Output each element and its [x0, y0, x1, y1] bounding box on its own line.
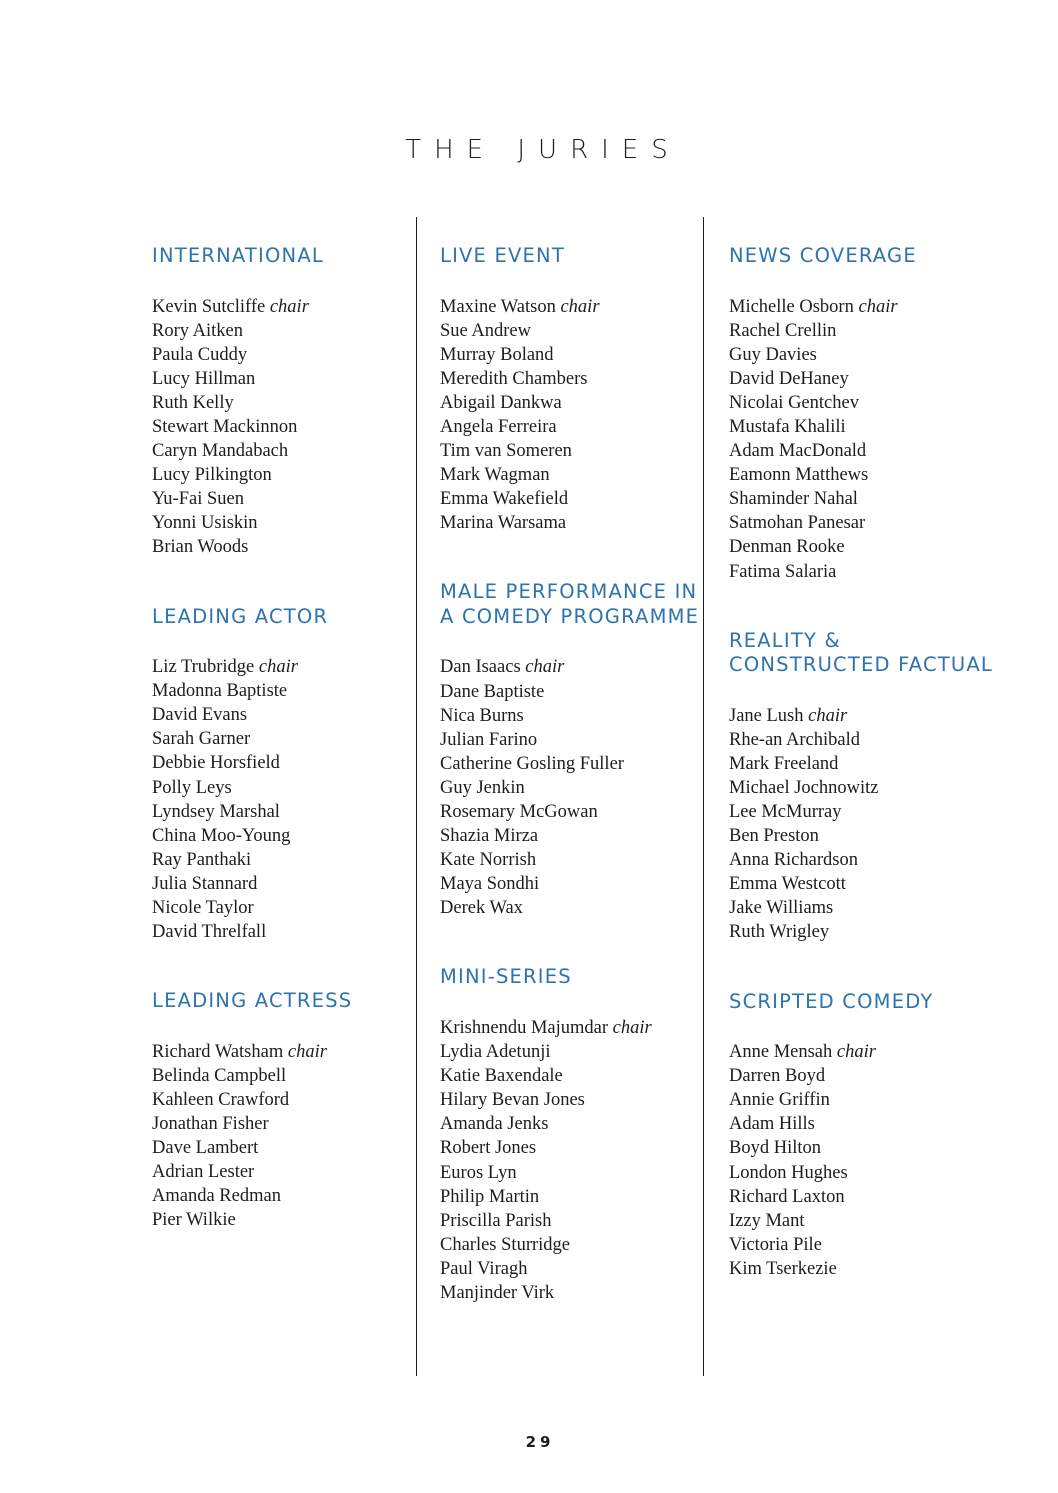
- jury-section-leading-actress: [152, 989, 422, 1232]
- member-list: [729, 1040, 1009, 1281]
- jury-member: Lucy Pilkington: [152, 465, 272, 486]
- jury-member: Yu-Fai Suen: [152, 489, 244, 510]
- jury-member: Shazia Mirza: [440, 826, 539, 847]
- chair-name: Krishnendu Majumdar: [440, 1017, 609, 1038]
- jury-member: Meredith Chambers: [440, 368, 588, 389]
- jury-member: Adam MacDonald: [729, 441, 867, 462]
- member-list: [152, 1040, 422, 1233]
- jury-member: Priscilla Parish: [440, 1210, 552, 1231]
- chair-name: Richard Watsham: [152, 1041, 284, 1062]
- jury-member: Rhe-an Archibald: [729, 729, 860, 750]
- jury-member: Shaminder Nahal: [729, 489, 858, 510]
- section-heading: INTERNATIONAL: [152, 244, 324, 267]
- jury-chair: [152, 655, 422, 679]
- jury-member: Guy Jenkin: [440, 777, 525, 798]
- jury-member: China Moo-Young: [152, 825, 291, 846]
- jury-member: Annie Griffin: [729, 1090, 830, 1111]
- jury-member: Kim Tserkezie: [729, 1258, 837, 1279]
- jury-section-male-performance-comedy: [440, 580, 710, 920]
- jury-member: Dave Lambert: [152, 1138, 259, 1159]
- jury-member: Maya Sondhi: [440, 874, 540, 895]
- chair-label: chair: [287, 1041, 327, 1062]
- jury-member: Mark Freeland: [729, 753, 839, 774]
- chair-label: chair: [269, 296, 309, 317]
- jury-member: Dane Baptiste: [440, 681, 545, 702]
- jury-column-3: [729, 244, 1009, 1326]
- jury-chair: [440, 1016, 710, 1040]
- jury-member: Sue Andrew: [440, 320, 531, 341]
- jury-member: Angela Ferreira: [440, 416, 557, 437]
- jury-member: Boyd Hilton: [729, 1138, 821, 1159]
- jury-column-1: [152, 244, 422, 1277]
- jury-member: David DeHaney: [729, 368, 849, 389]
- jury-member: Yonni Usiskin: [152, 513, 258, 534]
- member-list: [152, 295, 422, 560]
- chair-label: chair: [525, 657, 565, 678]
- jury-member: David Threlfall: [152, 922, 267, 943]
- jury-member: Paula Cuddy: [152, 344, 248, 365]
- jury-member: Emma Westcott: [729, 874, 846, 895]
- jury-member: Polly Leys: [152, 777, 232, 798]
- jury-section-news-coverage: [729, 244, 1009, 584]
- jury-member: Marina Warsama: [440, 513, 567, 534]
- jury-member: Michael Jochnowitz: [729, 777, 879, 798]
- jury-member: Richard Laxton: [729, 1186, 845, 1207]
- chair-name: Kevin Sutcliffe: [152, 296, 266, 317]
- jury-member: Mark Wagman: [440, 465, 550, 486]
- jury-member: Charles Sturridge: [440, 1234, 570, 1255]
- jury-member: Derek Wax: [440, 898, 523, 919]
- jury-section-reality-constructed-factual: [729, 629, 1009, 945]
- jury-member: Euros Lyn: [440, 1162, 517, 1183]
- member-list: [440, 1016, 710, 1305]
- jury-chair: [152, 1040, 422, 1064]
- jury-member: Ruth Kelly: [152, 392, 234, 413]
- section-heading: LEADING ACTOR: [152, 604, 329, 628]
- jury-member: Jake Williams: [729, 898, 834, 919]
- section-heading: MALE PERFORMANCE IN A COMEDY PROGRAMME: [440, 580, 700, 628]
- member-list: [152, 655, 422, 944]
- jury-member: Izzy Mant: [729, 1210, 805, 1231]
- section-heading: LIVE EVENT: [440, 244, 565, 267]
- section-heading: MINI-SERIES: [440, 965, 572, 989]
- jury-member: Adrian Lester: [152, 1162, 255, 1183]
- jury-member: Guy Davies: [729, 344, 817, 365]
- jury-member: Anna Richardson: [729, 850, 858, 871]
- chair-name: Liz Trubridge: [152, 657, 255, 678]
- jury-member: Paul Viragh: [440, 1258, 528, 1279]
- chair-label: chair: [808, 705, 848, 726]
- jury-member: Nicole Taylor: [152, 897, 254, 918]
- chair-label: chair: [612, 1017, 652, 1038]
- jury-chair: [729, 1040, 1009, 1064]
- section-heading: SCRIPTED COMEDY: [729, 989, 934, 1013]
- jury-member: Brian Woods: [152, 537, 249, 558]
- jury-member: Amanda Jenks: [440, 1114, 549, 1135]
- jury-member: Sarah Garner: [152, 729, 251, 750]
- jury-member: Lyndsey Marshal: [152, 801, 280, 822]
- chair-label: chair: [836, 1042, 876, 1063]
- jury-section-leading-actor: [152, 605, 422, 945]
- jury-member: Abigail Dankwa: [440, 392, 562, 413]
- chair-label: chair: [560, 296, 600, 317]
- jury-member: Tim van Someren: [440, 441, 572, 462]
- member-list: [729, 704, 1009, 945]
- chair-name: Maxine Watson: [440, 296, 556, 317]
- jury-member: Philip Martin: [440, 1186, 540, 1207]
- jury-chair: [729, 295, 1009, 319]
- jury-member: Adam Hills: [729, 1114, 815, 1135]
- jury-member: Robert Jones: [440, 1138, 537, 1159]
- jury-member: Rosemary McGowan: [440, 802, 598, 822]
- jury-member: Murray Boland: [440, 344, 554, 365]
- jury-section-scripted-comedy: [729, 990, 1009, 1281]
- jury-chair: [440, 655, 710, 679]
- jury-member: Nica Burns: [440, 705, 524, 726]
- member-list: [440, 295, 710, 536]
- page-number: 29: [525, 1433, 555, 1451]
- jury-member: Lee McMurray: [729, 802, 842, 822]
- jury-member: David Evans: [152, 705, 248, 726]
- jury-member: Jonathan Fisher: [152, 1113, 269, 1134]
- jury-member: Kahleen Crawford: [152, 1089, 290, 1110]
- jury-section-live-event: [440, 244, 710, 535]
- jury-member: Kate Norrish: [440, 850, 537, 871]
- jury-member: Pier Wilkie: [152, 1210, 236, 1231]
- section-heading: LEADING ACTRESS: [152, 989, 353, 1013]
- chair-name: Anne Mensah: [729, 1042, 833, 1063]
- jury-member: Rory Aitken: [152, 320, 243, 341]
- jury-member: Victoria Pile: [729, 1234, 822, 1255]
- jury-chair: [152, 295, 422, 319]
- page-title: THE JURIES: [405, 135, 681, 166]
- jury-member: Ray Panthaki: [152, 849, 252, 870]
- jury-member: Mustafa Khalili: [729, 416, 846, 437]
- jury-member: Belinda Campbell: [152, 1065, 287, 1086]
- jury-chair: [440, 295, 710, 319]
- jury-member: Rachel Crellin: [729, 320, 837, 341]
- jury-member: Lucy Hillman: [152, 368, 256, 389]
- chair-name: Michelle Osborn: [729, 296, 854, 317]
- jury-member: Amanda Redman: [152, 1186, 281, 1207]
- jury-member: Hilary Bevan Jones: [440, 1090, 585, 1111]
- jury-member: Satmohan Panesar: [729, 513, 866, 534]
- jury-member: Caryn Mandabach: [152, 441, 289, 462]
- jury-member: Lydia Adetunji: [440, 1042, 551, 1063]
- jury-member: Ruth Wrigley: [729, 922, 830, 943]
- jury-member: Fatima Salaria: [729, 561, 837, 582]
- jury-member: Darren Boyd: [729, 1066, 826, 1087]
- member-list: [440, 655, 710, 920]
- jury-member: Madonna Baptiste: [152, 681, 288, 702]
- jury-member: Stewart Mackinnon: [152, 416, 298, 437]
- chair-name: Jane Lush: [729, 705, 804, 726]
- jury-member: Denman Rooke: [729, 537, 845, 558]
- jury-column-2: [440, 244, 710, 1350]
- section-heading: REALITY & CONSTRUCTED FACTUAL: [729, 628, 993, 677]
- chair-label: chair: [858, 296, 898, 317]
- chair-name: Dan Isaacs: [440, 657, 521, 678]
- member-list: [729, 295, 1009, 584]
- jury-member: London Hughes: [729, 1162, 848, 1183]
- section-heading: NEWS COVERAGE: [729, 244, 917, 267]
- jury-member: Katie Baxendale: [440, 1066, 563, 1087]
- jury-section-mini-series: [440, 965, 710, 1305]
- jury-member: Nicolai Gentchev: [729, 392, 859, 413]
- jury-member: Julia Stannard: [152, 873, 258, 894]
- jury-member: Catherine Gosling Fuller: [440, 753, 624, 774]
- jury-member: Julian Farino: [440, 729, 538, 750]
- chair-label: chair: [258, 657, 298, 678]
- jury-section-international: [152, 244, 422, 560]
- jury-chair: [729, 704, 1009, 728]
- jury-member: Ben Preston: [729, 826, 819, 847]
- jury-member: Eamonn Matthews: [729, 465, 869, 486]
- jury-member: Debbie Horsfield: [152, 753, 280, 774]
- jury-member: Manjinder Virk: [440, 1283, 555, 1303]
- jury-member: Emma Wakefield: [440, 489, 569, 510]
